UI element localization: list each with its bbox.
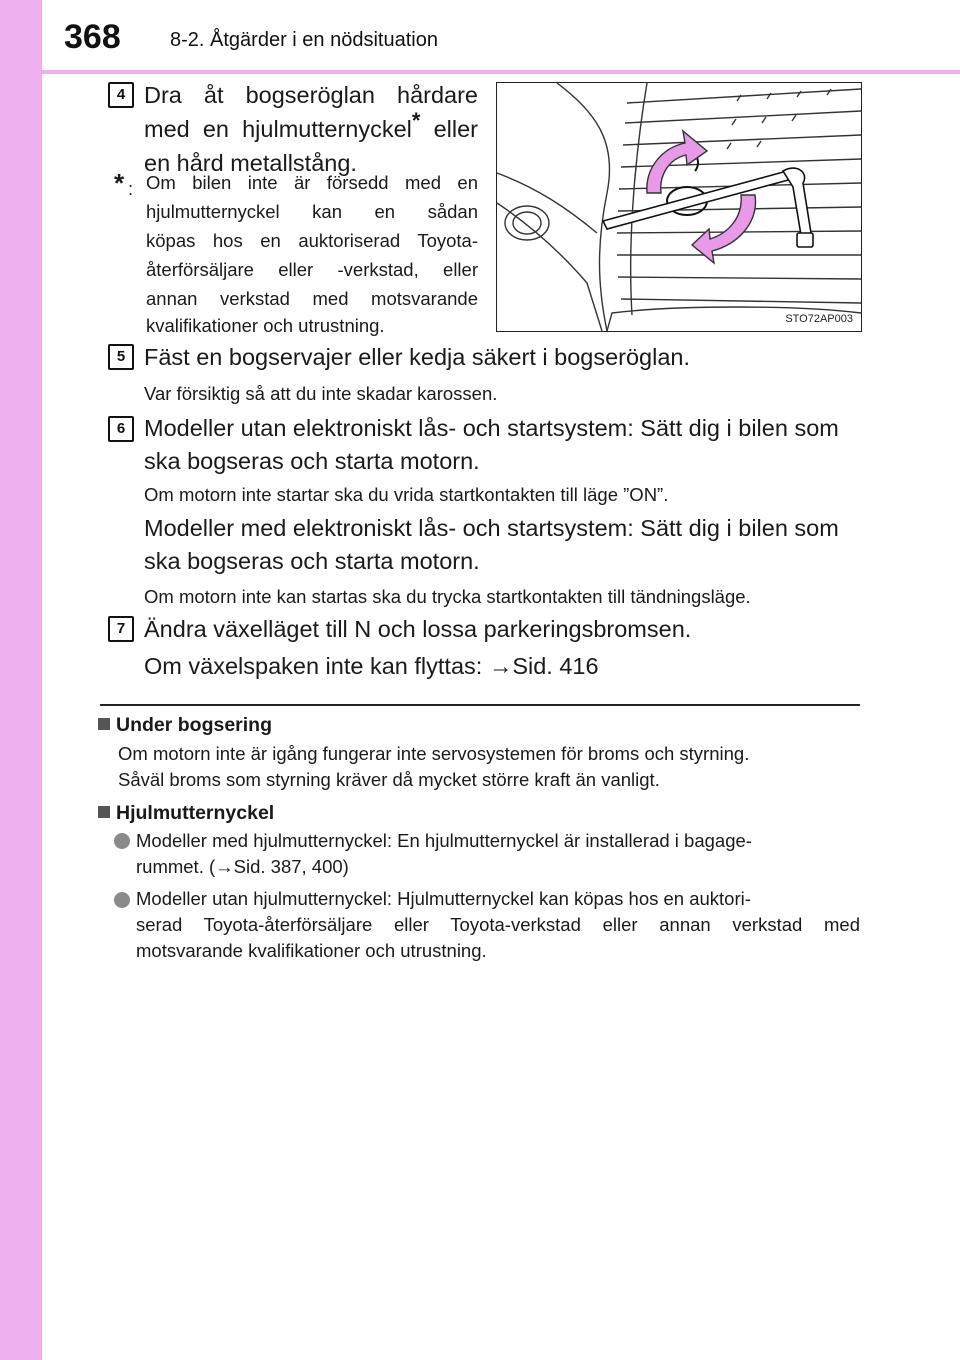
step-number-6: 6 [108,416,134,442]
step-number-4: 4 [108,82,134,108]
page-number: 368 [64,18,121,56]
note-under-bogsering-line1: Om motorn inte är igång fungerar inte servosystemen för broms och styrning. [118,743,750,764]
note-heading-under-bogsering: Under bogsering [98,712,272,738]
footnote-marker: * [114,168,125,198]
footnote-line-3: köpas hos en auktoriserad Toyota- [146,230,478,251]
footnote-colon: : [128,178,134,199]
bullet2-line1: Modeller utan hjulmutternyckel: Hjulmutternyckel kan köpas hos en auktori- [136,888,751,909]
arrow-right-icon: → [488,653,513,679]
footnote-line-5: annan verkstad med motsvarande [146,288,478,309]
step4-line1: Dra åt bogseröglan hårdare [144,82,478,108]
footnote-line-4: återförsäljare eller -verkstad, eller [146,259,478,280]
note-heading-hjulmutternyckel: Hjulmutternyckel [98,800,274,826]
bullet2-line2: serad Toyota-återförsäljare eller Toyota-verkstad eller annan verkstad med [136,914,860,935]
section-divider [100,704,860,706]
bullet2-line3: motsvarande kvalifikationer och utrustning. [136,940,487,961]
step-number-7: 7 [108,616,134,642]
step6-note-a: Om motorn inte startar ska du vrida startkontakten till läge ”ON”. [144,484,669,505]
arrow-right-icon: → [215,856,234,877]
footnote-line-1: Om bilen inte är försedd med en [146,172,478,193]
step5-note: Var försiktig så att du inte skadar karossen. [144,383,498,404]
bullet1-line1: Modeller med hjulmutternyckel: En hjulmutternyckel är installerad i bagage- [136,830,752,851]
step4-line2: med en hjulmutternyckel* eller [144,108,479,142]
illustration-drawing [497,83,861,331]
section-title: 8-2. Åtgärder i en nödsituation [170,29,438,51]
figure-code: STO72AP003 [785,313,853,325]
step6-text-b-line1: Modeller med elektroniskt lås- och startsystem: Sätt dig i bilen som [144,515,839,541]
note-under-bogsering-line2: Såväl broms som styrning kräver då mycket större kraft än vanligt. [118,769,660,790]
step4-line3: en hård metallstång. [144,150,357,176]
header-rule [42,70,960,74]
step6-text-a-line2: ska bogseras och starta motorn. [144,448,480,474]
circle-bullet-icon [114,892,130,908]
side-color-strip [0,0,42,1360]
circle-bullet-icon [114,833,130,849]
square-bullet-icon [98,806,110,818]
step7-text: Ändra växelläget till N och lossa parkeringsbromsen. [144,616,692,642]
step6-text-b-line2: ska bogseras och starta motorn. [144,548,480,574]
footnote-line-2: hjulmutternyckel kan en sådan [146,201,478,222]
step-number-5: 5 [108,344,134,370]
step6-text-a-line1: Modeller utan elektroniskt lås- och startsystem: Sätt dig i bilen som [144,415,839,441]
square-bullet-icon [98,718,110,730]
asterisk-mark: * [411,108,421,134]
tow-eyelet-illustration [496,82,862,332]
step7-page-reference: Om växelspaken inte kan flyttas: →Sid. 416 [144,653,599,679]
bullet1-line2: rummet. (→Sid. 387, 400) [136,856,349,877]
footnote-line-6: kvalifikationer och utrustning. [146,315,385,336]
step5-text: Fäst en bogservajer eller kedja säkert i bogseröglan. [144,344,691,370]
step6-note-b: Om motorn inte kan startas ska du trycka startkontakten till tändningsläge. [144,586,751,607]
